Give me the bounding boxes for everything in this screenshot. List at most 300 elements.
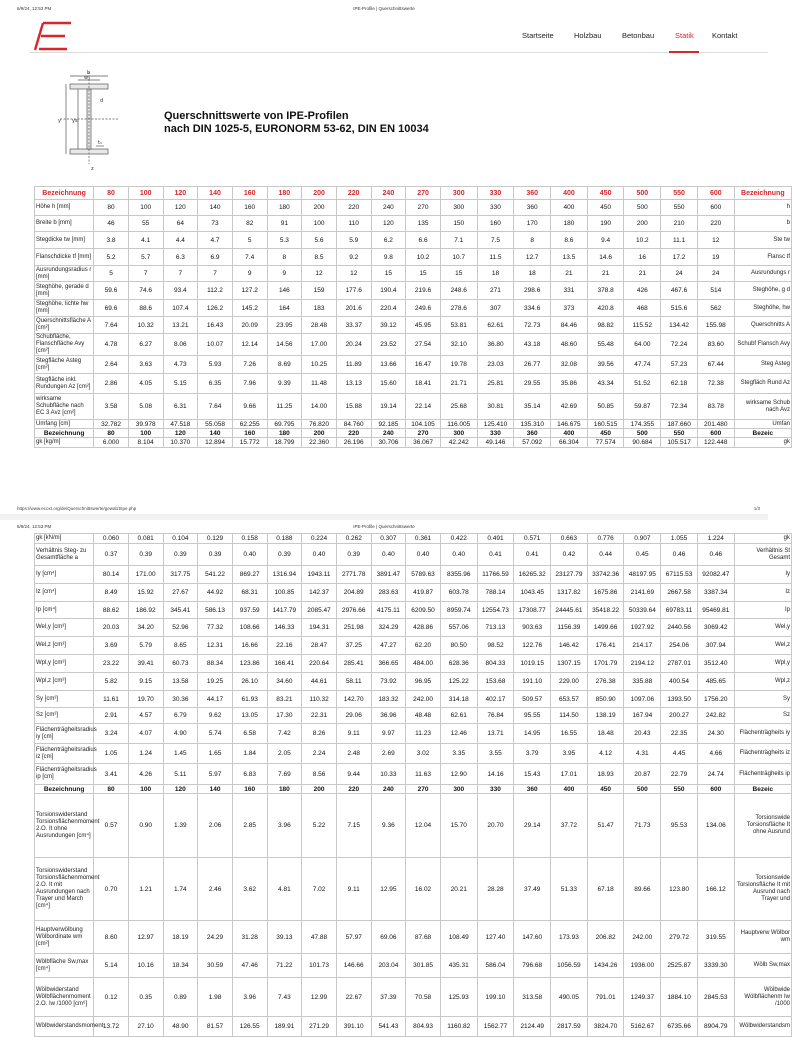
cell-value: 7 bbox=[198, 266, 233, 282]
cell-value: 48.48 bbox=[406, 708, 441, 724]
cell-value: 271 bbox=[477, 282, 514, 300]
cell-value: 153.68 bbox=[477, 673, 514, 691]
heading-line-2: nach DIN 1025-5, EURONORM 53-62, DIN EN 10034 bbox=[164, 123, 429, 135]
cell-value: 26.196 bbox=[336, 438, 371, 448]
row-label-right: Steghöhe, g d bbox=[734, 282, 791, 300]
cell-value: 46 bbox=[94, 216, 129, 232]
header-size: 300 bbox=[440, 429, 477, 438]
cell-value: 98.52 bbox=[477, 637, 514, 655]
cell-value: 4.81 bbox=[267, 858, 302, 921]
cell-value: 240 bbox=[371, 200, 406, 216]
cell-value: 37.25 bbox=[336, 637, 371, 655]
cell-value: 1756.20 bbox=[697, 691, 734, 708]
cell-value: 14.00 bbox=[302, 394, 337, 420]
cell-value: 402.17 bbox=[477, 691, 514, 708]
cell-value: 603.78 bbox=[440, 584, 477, 602]
cell-value: 4.12 bbox=[587, 744, 624, 764]
cell-value: 586.13 bbox=[198, 602, 233, 619]
cell-value: 22.16 bbox=[267, 637, 302, 655]
cell-value: 30.706 bbox=[371, 438, 406, 448]
cell-value: 18.93 bbox=[587, 764, 624, 785]
cell-value: 37.39 bbox=[371, 978, 406, 1017]
cell-value: 11.89 bbox=[336, 356, 371, 374]
cell-value: 9.62 bbox=[198, 708, 233, 724]
row-label-right: Wölbwide Wölbflächenm Iw /1000 bbox=[734, 978, 791, 1017]
cell-value: 5.82 bbox=[94, 673, 129, 691]
header-size: 180 bbox=[267, 785, 302, 794]
cell-value: 66.304 bbox=[551, 438, 588, 448]
header-size: 200 bbox=[302, 187, 337, 200]
cell-value: 44.61 bbox=[302, 673, 337, 691]
table-row bbox=[35, 300, 792, 317]
print-doc-title-page2: IPE-Profile | Querschnittswerte bbox=[353, 524, 415, 529]
cell-value: 125.410 bbox=[477, 420, 514, 429]
cell-value: 2.48 bbox=[336, 744, 371, 764]
row-label: Verhältnis Steg- zu Gesamtfläche a bbox=[35, 544, 94, 566]
cell-value: 120 bbox=[371, 216, 406, 232]
cell-value: 3.8 bbox=[94, 232, 129, 249]
cell-value: 7.26 bbox=[232, 356, 267, 374]
cell-value: 176.41 bbox=[587, 637, 624, 655]
cell-value: 1249.37 bbox=[624, 978, 661, 1017]
header-size: 270 bbox=[406, 785, 441, 794]
cell-value: 77.32 bbox=[198, 619, 233, 637]
cell-value: 1307.15 bbox=[551, 655, 588, 673]
cell-value: 1393.50 bbox=[661, 691, 698, 708]
cell-value: 84.760 bbox=[336, 420, 371, 429]
cell-value: 28.28 bbox=[477, 858, 514, 921]
cell-value: 47.46 bbox=[232, 954, 267, 978]
cell-value: 366.65 bbox=[371, 655, 406, 673]
cell-value: 557.06 bbox=[440, 619, 477, 637]
cell-value: 0.40 bbox=[406, 544, 441, 566]
cell-value: 17.30 bbox=[267, 708, 302, 724]
cell-value: 9.8 bbox=[371, 249, 406, 266]
cell-value: 127.2 bbox=[232, 282, 267, 300]
cell-value: 0.44 bbox=[587, 544, 624, 566]
cell-value: 335.88 bbox=[624, 673, 661, 691]
cell-value: 9.66 bbox=[232, 394, 267, 420]
cell-value: 10.32 bbox=[128, 317, 163, 334]
cell-value: 419.87 bbox=[406, 584, 441, 602]
row-label-right: h bbox=[734, 200, 791, 216]
cell-value: 2.46 bbox=[198, 858, 233, 921]
row-label: Schubfläche, Flanschfläche Avy [cm²] bbox=[35, 334, 94, 356]
cell-value: 1019.15 bbox=[514, 655, 551, 673]
cell-value: 194.31 bbox=[302, 619, 337, 637]
row-label: Umfang [cm] bbox=[35, 420, 94, 429]
cell-value: 8.26 bbox=[302, 724, 337, 744]
cell-value: 72.24 bbox=[661, 334, 698, 356]
cell-value: 19.78 bbox=[440, 356, 477, 374]
cell-value: 0.12 bbox=[94, 978, 129, 1017]
cell-value: 804.93 bbox=[406, 1017, 441, 1037]
row-label-right: Iy bbox=[734, 566, 791, 584]
header-size: 100 bbox=[128, 187, 163, 200]
cell-value: 6.83 bbox=[232, 764, 267, 785]
cell-value: 71.22 bbox=[267, 954, 302, 978]
header-size: 400 bbox=[551, 187, 588, 200]
cell-value: 1927.92 bbox=[624, 619, 661, 637]
cell-value: 8.104 bbox=[128, 438, 163, 448]
cell-value: 12.894 bbox=[198, 438, 233, 448]
cell-value: 12.31 bbox=[198, 637, 233, 655]
row-label-right: b bbox=[734, 216, 791, 232]
header-size: 550 bbox=[661, 785, 698, 794]
cell-value: 11766.59 bbox=[477, 566, 514, 584]
cell-value: 112.2 bbox=[198, 282, 233, 300]
nav-item-kontakt[interactable]: Kontakt bbox=[712, 31, 738, 40]
cell-value: 190.4 bbox=[371, 282, 406, 300]
cell-value: 467.6 bbox=[661, 282, 698, 300]
cell-value: 0.45 bbox=[624, 544, 661, 566]
cell-value: 125.22 bbox=[440, 673, 477, 691]
cell-value: 2667.58 bbox=[661, 584, 698, 602]
nav-item-statik[interactable]: Statik bbox=[675, 31, 694, 40]
cell-value: 34.60 bbox=[267, 673, 302, 691]
cell-value: 62.255 bbox=[232, 420, 267, 429]
cell-value: 1.65 bbox=[198, 744, 233, 764]
cell-value: 26.10 bbox=[232, 673, 267, 691]
header-size: 360 bbox=[514, 429, 551, 438]
cell-value: 3.58 bbox=[94, 394, 129, 420]
header-label-right: Bezeic bbox=[734, 785, 791, 794]
ipe-beam-cross-section-diagram bbox=[58, 64, 138, 174]
print-doc-title: IPE-Profile | Querschnittswerte bbox=[353, 6, 415, 11]
cell-value: 242.82 bbox=[697, 708, 734, 724]
cell-value: 13.13 bbox=[336, 374, 371, 394]
cell-value: 562 bbox=[697, 300, 734, 317]
cell-value: 8.5 bbox=[302, 249, 337, 266]
cell-value: 30.36 bbox=[163, 691, 198, 708]
cell-value: 3824.70 bbox=[587, 1017, 624, 1037]
header-size: 270 bbox=[406, 187, 441, 200]
table-row bbox=[35, 317, 792, 334]
cell-value: 20.24 bbox=[336, 334, 371, 356]
cell-value: 72.73 bbox=[514, 317, 551, 334]
cell-value: 146.66 bbox=[336, 954, 371, 978]
cell-value: 101.73 bbox=[302, 954, 337, 978]
cell-value: 1.98 bbox=[198, 978, 233, 1017]
cell-value: 58.11 bbox=[336, 673, 371, 691]
table-row bbox=[35, 249, 792, 266]
header-size: 330 bbox=[477, 785, 514, 794]
cell-value: 220.4 bbox=[371, 300, 406, 317]
cell-value: 48.60 bbox=[551, 334, 588, 356]
cell-value: 82 bbox=[232, 216, 267, 232]
cell-value: 31.28 bbox=[232, 921, 267, 954]
cell-value: 12.14 bbox=[232, 334, 267, 356]
cell-value: 30.59 bbox=[198, 954, 233, 978]
cell-value: 6.27 bbox=[128, 334, 163, 356]
cell-value: 29.06 bbox=[336, 708, 371, 724]
row-label: Stegdicke tw [mm] bbox=[35, 232, 94, 249]
cell-value: 0.41 bbox=[477, 544, 514, 566]
cell-value: 7.69 bbox=[267, 764, 302, 785]
cell-value: 586.04 bbox=[477, 954, 514, 978]
row-label: Querschnittsfläche A [cm²] bbox=[35, 317, 94, 334]
cell-value: 330 bbox=[477, 200, 514, 216]
cell-value: 17.00 bbox=[302, 334, 337, 356]
cell-value: 67.44 bbox=[697, 356, 734, 374]
cell-value: 108.66 bbox=[232, 619, 267, 637]
cell-value: 89.66 bbox=[624, 858, 661, 921]
header-size: 120 bbox=[163, 785, 198, 794]
row-label: Torsionswiderstand Torsionsflächenmoment 2.O. It ohne Ausrundungen [cm⁴] bbox=[35, 794, 94, 858]
cell-value: 48.90 bbox=[163, 1017, 198, 1037]
cell-value: 204.89 bbox=[336, 584, 371, 602]
header-size: 300 bbox=[440, 785, 477, 794]
cell-value: 10.370 bbox=[163, 438, 198, 448]
cell-value: 14.56 bbox=[267, 334, 302, 356]
cell-value: 0.39 bbox=[128, 544, 163, 566]
cell-value: 64.00 bbox=[624, 334, 661, 356]
row-label-right: Wölb Sw,max bbox=[734, 954, 791, 978]
cell-value: 0.40 bbox=[371, 544, 406, 566]
row-label-right: Wel,z bbox=[734, 637, 791, 655]
cell-value: 11.5 bbox=[477, 249, 514, 266]
table-row bbox=[35, 673, 792, 691]
cell-value: 80.14 bbox=[94, 566, 129, 584]
cell-value: 95.53 bbox=[661, 794, 698, 858]
cell-value: 2.91 bbox=[94, 708, 129, 724]
cell-value: 37.49 bbox=[514, 858, 551, 921]
cell-value: 0.081 bbox=[128, 534, 163, 544]
cell-value: 270 bbox=[406, 200, 441, 216]
cell-value: 300 bbox=[440, 200, 477, 216]
table-row bbox=[35, 858, 792, 921]
cell-value: 0.262 bbox=[336, 534, 371, 544]
row-label: Stegfläche Asteg [cm²] bbox=[35, 356, 94, 374]
cell-value: 1.224 bbox=[697, 534, 734, 544]
row-label-right: Querschnitts A bbox=[734, 317, 791, 334]
cell-value: 4.90 bbox=[163, 724, 198, 744]
cell-value: 22.67 bbox=[336, 978, 371, 1017]
cell-value: 254.06 bbox=[661, 637, 698, 655]
cell-value: 55 bbox=[128, 216, 163, 232]
cell-value: 7.5 bbox=[477, 232, 514, 249]
cell-value: 12554.73 bbox=[477, 602, 514, 619]
cell-value: 62.20 bbox=[406, 637, 441, 655]
cell-value: 0.35 bbox=[128, 978, 163, 1017]
cell-value: 16 bbox=[624, 249, 661, 266]
table-row bbox=[35, 1017, 792, 1037]
cell-value: 187.660 bbox=[661, 420, 698, 429]
cell-value: 73.92 bbox=[371, 673, 406, 691]
cell-value: 0.39 bbox=[163, 544, 198, 566]
cell-value: 95.55 bbox=[514, 708, 551, 724]
cell-value: 16.43 bbox=[198, 317, 233, 334]
cell-value: 125.93 bbox=[440, 978, 477, 1017]
row-label: Steghöhe, lichte hw [mm] bbox=[35, 300, 94, 317]
cell-value: 32.10 bbox=[440, 334, 477, 356]
header-size: 100 bbox=[128, 429, 163, 438]
cell-value: 167.94 bbox=[624, 708, 661, 724]
table-row bbox=[35, 282, 792, 300]
cell-value: 850.90 bbox=[587, 691, 624, 708]
cell-value: 47.518 bbox=[163, 420, 198, 429]
cell-value: 1.74 bbox=[163, 858, 198, 921]
cell-value: 2.06 bbox=[198, 794, 233, 858]
cell-value: 67115.53 bbox=[661, 566, 698, 584]
cell-value: 509.57 bbox=[514, 691, 551, 708]
cell-value: 16.66 bbox=[232, 637, 267, 655]
cell-value: 44.92 bbox=[198, 584, 233, 602]
cell-value: 8.49 bbox=[94, 584, 129, 602]
cell-value: 44.17 bbox=[198, 691, 233, 708]
cell-value: 18 bbox=[477, 266, 514, 282]
cell-value: 8 bbox=[267, 249, 302, 266]
header-size: 220 bbox=[336, 785, 371, 794]
header-size: 120 bbox=[163, 187, 198, 200]
cell-value: 6.79 bbox=[163, 708, 198, 724]
cell-value: 12 bbox=[336, 266, 371, 282]
cell-value: 16.02 bbox=[406, 858, 441, 921]
row-label: Stegfläche inkl. Rundungen Az [cm²] bbox=[35, 374, 94, 394]
row-label-right: Verhältnis St Gesamt bbox=[734, 544, 791, 566]
cell-value: 16265.32 bbox=[514, 566, 551, 584]
cell-value: 6.58 bbox=[232, 724, 267, 744]
header-size: 300 bbox=[440, 187, 477, 200]
cell-value: 170 bbox=[514, 216, 551, 232]
nav-item-holzbau[interactable]: Holzbau bbox=[574, 31, 602, 40]
cell-value: 9.36 bbox=[371, 794, 406, 858]
cell-value: 19.25 bbox=[198, 673, 233, 691]
cell-value: 276.38 bbox=[587, 673, 624, 691]
cell-value: 0.129 bbox=[198, 534, 233, 544]
cell-value: 146.33 bbox=[267, 619, 302, 637]
cell-value: 12.90 bbox=[440, 764, 477, 785]
nav-item-startseite[interactable]: Startseite bbox=[522, 31, 554, 40]
cell-value: 23.22 bbox=[94, 655, 129, 673]
cell-value: 373 bbox=[551, 300, 588, 317]
cell-value: 420.8 bbox=[587, 300, 624, 317]
cell-value: 10.33 bbox=[371, 764, 406, 785]
cell-value: 83.78 bbox=[697, 394, 734, 420]
header-size: 160 bbox=[232, 429, 267, 438]
cell-value: 7.42 bbox=[267, 724, 302, 744]
cell-value: 16.55 bbox=[551, 724, 588, 744]
cell-value: 450 bbox=[587, 200, 624, 216]
cell-value: 180 bbox=[267, 200, 302, 216]
nav-active-indicator bbox=[669, 51, 699, 53]
table-row bbox=[35, 744, 792, 764]
cell-value: 468 bbox=[624, 300, 661, 317]
cell-value: 0.89 bbox=[163, 978, 198, 1017]
header-size: 220 bbox=[336, 187, 371, 200]
svg-text:ys: ys bbox=[72, 118, 78, 124]
table-row bbox=[35, 566, 792, 584]
cell-value: 6209.50 bbox=[406, 602, 441, 619]
cell-value: 3.24 bbox=[94, 724, 129, 744]
nav-item-betonbau[interactable]: Betonbau bbox=[622, 31, 655, 40]
cell-value: 219.6 bbox=[406, 282, 441, 300]
cell-value: 50.85 bbox=[587, 394, 624, 420]
cell-value: 146.675 bbox=[551, 420, 588, 429]
row-label-right: wirksame Schub nach Avz bbox=[734, 394, 791, 420]
page-heading bbox=[164, 110, 429, 136]
cell-value: 4.4 bbox=[163, 232, 198, 249]
cell-value: 791.01 bbox=[587, 978, 624, 1017]
cell-value: 39.12 bbox=[371, 317, 406, 334]
row-label-right: Flächenträgheits ip bbox=[734, 764, 791, 785]
row-label-right: Schubf Flansch Avy bbox=[734, 334, 791, 356]
cell-value: 10.16 bbox=[128, 954, 163, 978]
cell-value: 484.00 bbox=[406, 655, 441, 673]
cell-value: 1499.66 bbox=[587, 619, 624, 637]
header-size: 160 bbox=[232, 785, 267, 794]
cell-value: 8355.96 bbox=[440, 566, 477, 584]
cell-value: 160.515 bbox=[587, 420, 624, 429]
cell-value: 314.18 bbox=[440, 691, 477, 708]
header-size: 360 bbox=[514, 187, 551, 200]
header-size: 550 bbox=[661, 429, 698, 438]
cell-value: 42.242 bbox=[440, 438, 477, 448]
cell-value: 1936.00 bbox=[624, 954, 661, 978]
cell-value: 550 bbox=[661, 200, 698, 216]
cell-value: 190 bbox=[587, 216, 624, 232]
cell-value: 135.310 bbox=[514, 420, 551, 429]
cell-value: 5.6 bbox=[302, 232, 337, 249]
cell-value: 160 bbox=[477, 216, 514, 232]
cell-value: 4.45 bbox=[661, 744, 698, 764]
cell-value: 39.978 bbox=[128, 420, 163, 429]
cell-value: 140 bbox=[198, 200, 233, 216]
cell-value: 12.46 bbox=[440, 724, 477, 744]
cell-value: 28.47 bbox=[302, 637, 337, 655]
cell-value: 33742.36 bbox=[587, 566, 624, 584]
cell-value: 0.663 bbox=[551, 534, 588, 544]
row-label-right: gk bbox=[734, 438, 791, 448]
header-size: 240 bbox=[371, 429, 406, 438]
cell-value: 36.96 bbox=[371, 708, 406, 724]
svg-text:b: b bbox=[87, 70, 91, 76]
cell-value: 400 bbox=[551, 200, 588, 216]
cell-value: 69783.11 bbox=[661, 602, 698, 619]
cell-value: 25.81 bbox=[477, 374, 514, 394]
cell-value: 122.448 bbox=[697, 438, 734, 448]
cell-value: 43.18 bbox=[514, 334, 551, 356]
cell-value: 55.058 bbox=[198, 420, 233, 429]
cell-value: 19.70 bbox=[128, 691, 163, 708]
row-label-right: Iz bbox=[734, 584, 791, 602]
cell-value: 84.46 bbox=[551, 317, 588, 334]
cell-value: 8.69 bbox=[267, 356, 302, 374]
cell-value: 59.6 bbox=[94, 282, 129, 300]
cell-value: 122.76 bbox=[514, 637, 551, 655]
cell-value: 0.57 bbox=[94, 794, 129, 858]
row-label-right: Wölbwiderstandsm bbox=[734, 1017, 791, 1037]
header-label: Bezeichnung bbox=[35, 187, 94, 200]
header-size: 450 bbox=[587, 187, 624, 200]
cell-value: 147.60 bbox=[514, 921, 551, 954]
table-row bbox=[35, 356, 792, 374]
cell-value: 146 bbox=[267, 282, 302, 300]
cell-value: 5789.63 bbox=[406, 566, 441, 584]
cell-value: 628.36 bbox=[440, 655, 477, 673]
cell-value: 108.49 bbox=[440, 921, 477, 954]
cell-value: 0.422 bbox=[440, 534, 477, 544]
cell-value: 110 bbox=[336, 216, 371, 232]
cell-value: 5162.67 bbox=[624, 1017, 661, 1037]
table-row bbox=[35, 420, 792, 429]
row-label: gk [kg/m] bbox=[35, 438, 94, 448]
cell-value: 45.95 bbox=[406, 317, 441, 334]
cell-value: 279.72 bbox=[661, 921, 698, 954]
cell-value: 0.060 bbox=[94, 534, 129, 544]
cell-value: 77.574 bbox=[587, 438, 624, 448]
row-label: Breite b [mm] bbox=[35, 216, 94, 232]
